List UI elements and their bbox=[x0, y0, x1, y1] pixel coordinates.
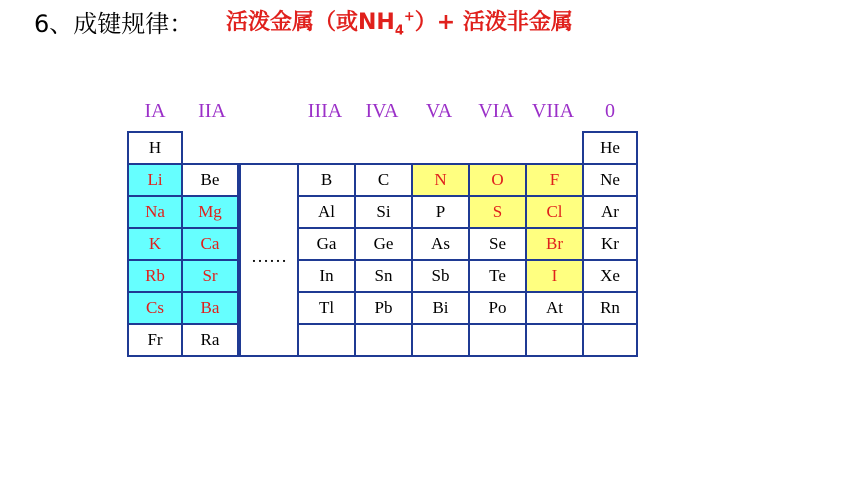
element-cell: K bbox=[127, 227, 183, 261]
element-cell: He bbox=[582, 131, 638, 165]
bonding-rule bbox=[226, 5, 573, 38]
empty-cell bbox=[297, 323, 356, 357]
element-cell: Tl bbox=[297, 291, 356, 325]
element-cell: Cs bbox=[127, 291, 183, 325]
element-cell: Sn bbox=[354, 259, 413, 293]
element-cell: As bbox=[411, 227, 470, 261]
element-cell: Kr bbox=[582, 227, 638, 261]
element-cell: Ra bbox=[181, 323, 239, 357]
element-cell: H bbox=[127, 131, 183, 165]
element-cell: Xe bbox=[582, 259, 638, 293]
element-cell: Sb bbox=[411, 259, 470, 293]
element-cell: Al bbox=[297, 195, 356, 229]
element-cell: I bbox=[525, 259, 584, 293]
element-cell: Po bbox=[468, 291, 527, 325]
element-cell: Na bbox=[127, 195, 183, 229]
element-cell: Se bbox=[468, 227, 527, 261]
element-cell: Bi bbox=[411, 291, 470, 325]
element-cell: Li bbox=[127, 163, 183, 197]
group-label-IVA: IVA bbox=[365, 100, 399, 122]
group-label-IA: IA bbox=[144, 100, 166, 122]
empty-cell bbox=[468, 323, 527, 357]
element-cell: Ba bbox=[181, 291, 239, 325]
group-label-IIA: IIA bbox=[198, 100, 226, 122]
empty-cell bbox=[411, 323, 470, 357]
group-label-IIIA: IIIA bbox=[307, 100, 343, 122]
rule-part1: 活泼金属（或NH bbox=[226, 10, 395, 35]
element-cell: Ar bbox=[582, 195, 638, 229]
element-cell: Pb bbox=[354, 291, 413, 325]
rule-superscript: + bbox=[403, 9, 415, 25]
element-cell: Ca bbox=[181, 227, 239, 261]
element-cell: Fr bbox=[127, 323, 183, 357]
element-cell: Rn bbox=[582, 291, 638, 325]
element-cell: Si bbox=[354, 195, 413, 229]
ellipsis: …… bbox=[251, 246, 287, 266]
element-cell: Rb bbox=[127, 259, 183, 293]
empty-cell bbox=[354, 323, 413, 357]
group-label-VA: VA bbox=[425, 100, 453, 122]
element-cell: O bbox=[468, 163, 527, 197]
rule-subscript: 4 bbox=[394, 23, 404, 39]
group-label-VIIA: VIIA bbox=[531, 100, 575, 122]
element-cell: Br bbox=[525, 227, 584, 261]
element-cell: At bbox=[525, 291, 584, 325]
element-cell: In bbox=[297, 259, 356, 293]
empty-cell bbox=[525, 323, 584, 357]
element-cell: P bbox=[411, 195, 470, 229]
rule-part2: ）+ 活泼非金属 bbox=[414, 10, 573, 35]
element-cell: F bbox=[525, 163, 584, 197]
element-cell: Be bbox=[181, 163, 239, 197]
empty-cell bbox=[582, 323, 638, 357]
element-cell: Sr bbox=[181, 259, 239, 293]
element-cell: Ge bbox=[354, 227, 413, 261]
element-cell: Ga bbox=[297, 227, 356, 261]
element-cell: N bbox=[411, 163, 470, 197]
group-label-VIA: VIA bbox=[478, 100, 514, 122]
element-cell: Cl bbox=[525, 195, 584, 229]
element-cell: B bbox=[297, 163, 356, 197]
element-cell: Te bbox=[468, 259, 527, 293]
element-cell: Mg bbox=[181, 195, 239, 229]
heading-number: 6、成键规律： bbox=[34, 10, 194, 38]
group-label-0: 0 bbox=[605, 100, 615, 122]
element-cell: Ne bbox=[582, 163, 638, 197]
element-cell: S bbox=[468, 195, 527, 229]
element-cell: C bbox=[354, 163, 413, 197]
